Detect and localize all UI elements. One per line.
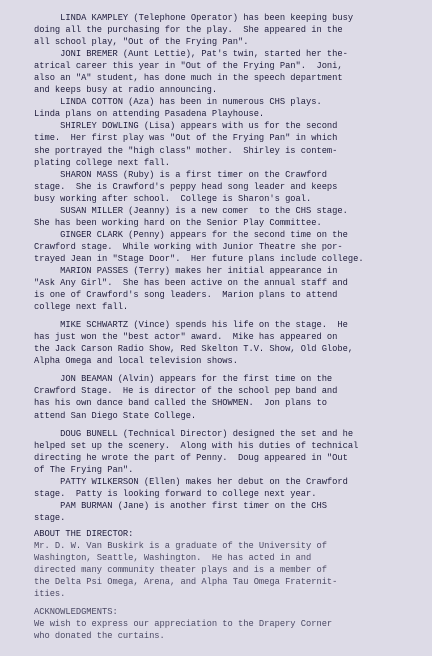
- cast-bio-joni-bremer: JONI BREMER (Aunt Lettie), Pat's twin, started her the- atrical career this year in "Out of the Frying Pan". Joni, also an "A" student, has done much in the speech department and keeps busy at radio announcing.: [34, 49, 348, 96]
- crew-bio-doug-bunell: DOUG BUNELL (Technical Director) designed the set and he helped set up the scenery. Along with his duties of technical directing he wrote the part of Penny. Doug appeared in "Out of The Frying Pan".: [34, 428, 359, 475]
- acknowledgments-text: We wish to express our appreciation to the Drapery Corner who donated the curtains.: [34, 619, 333, 642]
- acknowledgments-heading: ACKNOWLEDGMENTS:: [34, 607, 118, 618]
- cast-bio-sharon-mass: SHARON MASS (Ruby) is a first timer on the Crawford stage. She is Crawford's peppy head song leader and keeps busy working after school. College is Sharon's goal.: [34, 169, 338, 204]
- cast-bio-mike-schwartz: MIKE SCHWARTZ (Vince) spends his life on the stage. He has just won the "best actor" award. Mike has appeared on the Jack Carson Radio Show, Red Skelton T.V. Show, Old Globe, Alpha Omega and local television shows.: [34, 320, 354, 367]
- cast-bio-patty-wilkerson: PATTY WILKERSON (Ellen) makes her debut on the Crawford stage. Patty is looking forward to college next year.: [34, 476, 348, 499]
- cast-bio-jon-beaman: JON BEAMAN (Alvin) appears for the first time on the Crawford Stage. He is director of the school pep band and has his own dance band called the SHOWMEN. Jon plans to attend San Diego State College.: [34, 374, 338, 421]
- cast-bio-marion-passes: MARION PASSES (Terry) makes her initial appearance in "Ask Any Girl". She has been active on the annual staff and is one of Crawford's song leaders. Marion plans to attend college next fall.: [34, 265, 348, 313]
- director-heading: ABOUT THE DIRECTOR:: [34, 528, 134, 539]
- cast-bio-pam-burman: PAM BURMAN (Jane) is another first timer on the CHS stage.: [34, 500, 327, 523]
- cast-bio-susan-miller: SUSAN MILLER (Jeanny) is a new comer to the CHS stage. She has been working hard on the Senior Play Committee.: [34, 205, 348, 228]
- director-bio: Mr. D. W. Van Buskirk is a graduate of the University of Washington, Seattle, Washington. He has acted in and directed many community theater plays and is a member of the Delta Psi Omega, Arena, and Alpha Tau Omega Fraternit- ities.: [34, 540, 338, 600]
- cast-bio-ginger-clark: GINGER CLARK (Penny) appears for the second time on the Crawford stage. While working with Junior Theatre she por- trayed Jean in "Stage Door". Her future plans include college.: [34, 229, 364, 264]
- cast-bio-shirley-dowling: SHIRLEY DOWLING (Lisa) appears with us for the second time. Her first play was "Out of the Frying Pan" in which she portrayed the "high class" mother. Shirley is contem- plating college next fall.: [34, 121, 338, 168]
- cast-bio-linda-kampley: LINDA KAMPLEY (Telephone Operator) has been keeping busy doing all the purchasing for the play. She appeared in the all school play, "Out of the Frying Pan".: [34, 13, 354, 48]
- cast-bio-linda-cotton: LINDA COTTON (Aza) has been in numerous CHS plays. Linda plans on attending Pasadena Playhouse.: [34, 97, 322, 120]
